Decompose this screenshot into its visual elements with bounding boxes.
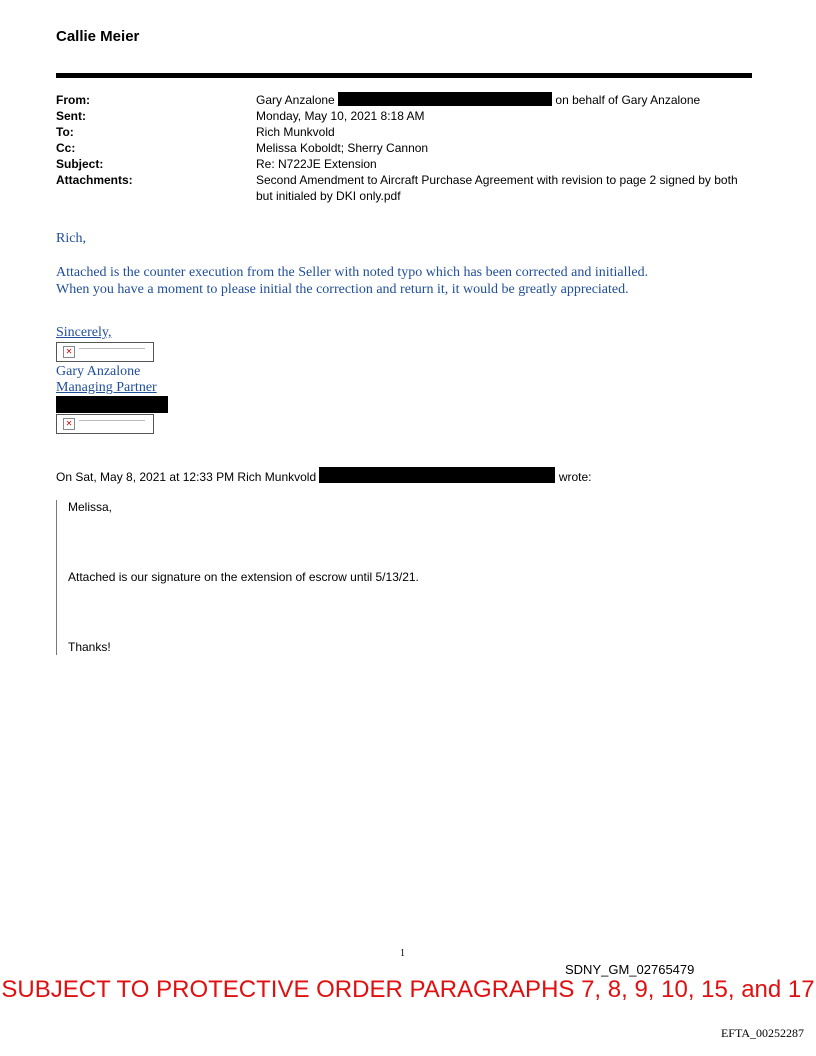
redaction-block <box>319 467 555 483</box>
to-row <box>56 124 756 140</box>
page-number: 1 <box>400 948 405 959</box>
subject-row <box>56 156 756 172</box>
quoted-greeting: Melissa, <box>68 500 113 514</box>
email-greeting: Rich, <box>56 231 86 246</box>
body-line-2: When you have a moment to please initial the correction and return it, it would be greatly appreciated. <box>56 282 629 297</box>
from-value <box>256 92 756 108</box>
sent-value: Monday, May 10, 2021 8:18 AM <box>256 109 425 123</box>
from-suffix: on behalf of Gary Anzalone <box>555 93 701 107</box>
from-row <box>56 92 756 108</box>
closing: Sincerely, <box>56 325 112 340</box>
quoted-thanks: Thanks! <box>68 640 111 654</box>
header-rule <box>56 73 752 78</box>
sent-label: Sent: <box>56 109 86 123</box>
sent-row <box>56 108 756 124</box>
to-value: Rich Munkvold <box>256 125 335 139</box>
efta-number: EFTA_00252287 <box>720 1026 804 1040</box>
signature-block <box>56 325 168 436</box>
quoted-intro-prefix: On Sat, May 8, 2021 at 12:33 PM Rich Munkvold <box>56 470 317 484</box>
quoted-message <box>56 500 667 655</box>
email-header <box>56 92 756 204</box>
document-owner-name: Callie Meier <box>56 28 140 45</box>
redaction-block <box>338 92 552 106</box>
body-line-1: Attached is the counter execution from the Seller with noted typo which has been corrected and initialled. <box>56 265 649 280</box>
quoted-intro-suffix: wrote: <box>558 470 592 484</box>
to-label: To: <box>56 125 74 139</box>
attachments-row <box>56 172 756 204</box>
broken-image-icon: ✕ <box>56 342 154 362</box>
email-body <box>56 264 756 298</box>
protective-order-notice: SUBJECT TO PROTECTIVE ORDER PARAGRAPHS 7, 8, 9, 10, 15, and 17 <box>1 976 815 1003</box>
quoted-line: Attached is our signature on the extension of escrow until 5/13/21. <box>68 570 419 584</box>
quoted-intro <box>56 467 592 484</box>
from-name: Gary Anzalone <box>256 93 335 107</box>
signature-name: Gary Anzalone <box>56 364 141 379</box>
broken-image-icon: ✕ <box>56 414 154 434</box>
signature-title: Managing Partner <box>56 380 157 395</box>
attachments-label: Attachments: <box>56 173 133 187</box>
cc-row <box>56 140 756 156</box>
subject-value: Re: N722JE Extension <box>256 157 377 171</box>
subject-label: Subject: <box>56 157 104 171</box>
redaction-block <box>56 396 168 413</box>
from-label: From: <box>56 93 90 107</box>
bates-number: SDNY_GM_02765479 <box>565 962 695 977</box>
attachment-link[interactable]: Second Amendment to Aircraft Purchase Agreement with revision to page 2 signed by both but initialed by DKI only.pdf <box>256 173 738 203</box>
cc-value: Melissa Koboldt; Sherry Cannon <box>256 141 429 155</box>
cc-label: Cc: <box>56 141 76 155</box>
